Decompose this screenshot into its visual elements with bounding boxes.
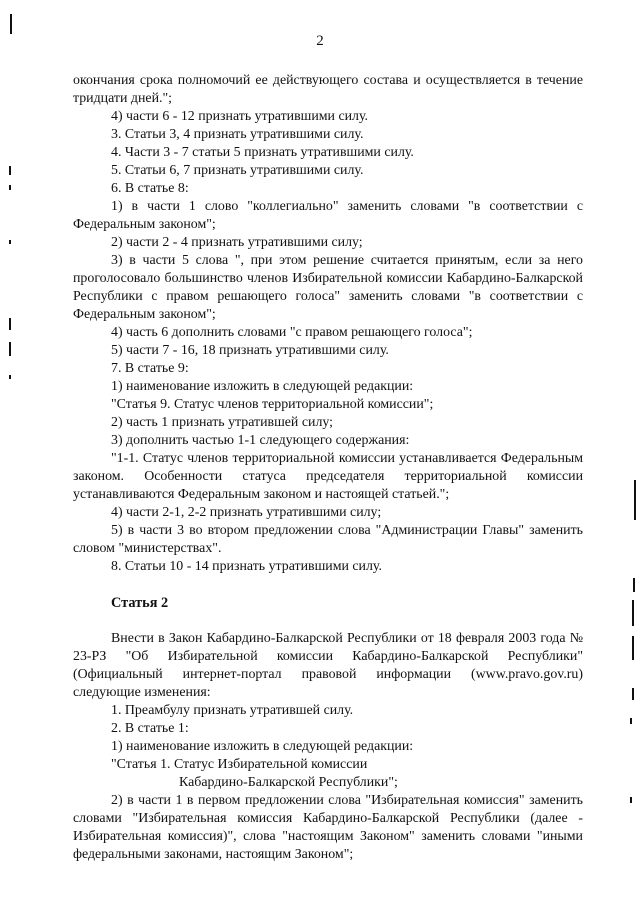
paragraph: Внести в Закон Кабардино-Балкарской Республики от 18 февраля 2003 года № 23-РЗ "Об Избирательной комиссии Кабардино-Балкарской Республики" (Официальный интернет-портал правовой информации (www.pravo.gov.ru) следующие изменения: [73,631,583,700]
paragraph: окончания срока полномочий ее действующего состава и осуществляется в течение тридцати дней."; [73,73,583,106]
scan-mark [630,797,632,803]
paragraph: 2) в части 1 в первом предложении слова "Избирательная комиссия" заменить словами "Избирательная комиссия Кабардино-Балкарской Республики (далее - Избирательная комиссия)", слова "настоящим Законом" заменить словами "иными федеральными законами, настоящим Законом"; [73,793,583,862]
page-number: 2 [316,33,324,49]
paragraph: 3. Статьи 3, 4 признать утратившими силу. [111,127,364,142]
paragraph: 7. В статье 9: [111,361,189,376]
scan-mark [632,688,634,700]
paragraph: "1-1. Статус членов территориальной комиссии устанавливается Федеральным законом. Особенности статуса председателя территориальной комиссии устанавливаются Федеральным законом и настоящей статьей."; [73,451,583,502]
paragraph: 1) наименование изложить в следующей редакции: [111,379,414,394]
paragraph: 2. В статье 1: [111,721,189,736]
scan-mark [9,185,11,190]
scan-mark [632,636,634,660]
paragraph: 1) в части 1 слово "коллегиально" заменить словами "в соответствии с Федеральным законом"; [73,199,583,232]
scan-mark [9,375,11,379]
paragraph: 5) части 7 - 16, 18 признать утратившими силу. [111,343,389,358]
paragraph: 3) дополнить частью 1-1 следующего содержания: [111,433,410,448]
scan-mark [9,342,11,356]
paragraph: 5) в части 3 во втором предложении слова "Администрации Главы" заменить словом "министерствах". [73,523,583,556]
paragraph: 1. Преамбулу признать утратившей силу. [111,703,354,718]
document-body [73,72,583,864]
paragraph: 8. Статьи 10 - 14 признать утратившими силу. [111,559,382,574]
paragraph: 5. Статьи 6, 7 признать утратившими силу. [111,163,364,178]
scan-mark [9,166,11,175]
paragraph: 4) часть 6 дополнить словами "с правом решающего голоса"; [111,325,473,340]
paragraph: "Статья 1. Статус Избирательной комиссии [111,757,368,772]
scan-mark [10,14,12,34]
paragraph: Кабардино-Балкарской Республики"; [179,775,398,790]
paragraph: 1) наименование изложить в следующей редакции: [111,739,414,754]
paragraph: "Статья 9. Статус членов территориальной комиссии"; [111,397,434,412]
article-heading: Статья 2 [111,595,169,611]
paragraph: 4. Части 3 - 7 статьи 5 признать утратившими силу. [111,145,414,160]
paragraph: 3) в части 5 слова ", при этом решение считается принятым, если за него проголосовало большинство членов Избирательной комиссии Кабардино-Балкарской Республики с правом решающего голоса" заменить словами "в соответствии с Федеральным законом"; [73,253,583,322]
scan-mark [630,718,632,724]
paragraph: 2) часть 1 признать утратившей силу; [111,415,333,430]
scan-mark [9,240,11,244]
scan-mark [632,600,634,626]
scan-mark [633,578,635,592]
paragraph: 2) части 2 - 4 признать утратившими силу; [111,235,363,250]
paragraph: 4) части 2-1, 2-2 признать утратившими силу; [111,505,382,520]
paragraph: 6. В статье 8: [111,181,189,196]
scan-mark [9,318,11,330]
paragraph: 4) части 6 - 12 признать утратившими силу. [111,109,369,124]
scan-mark [634,480,636,520]
